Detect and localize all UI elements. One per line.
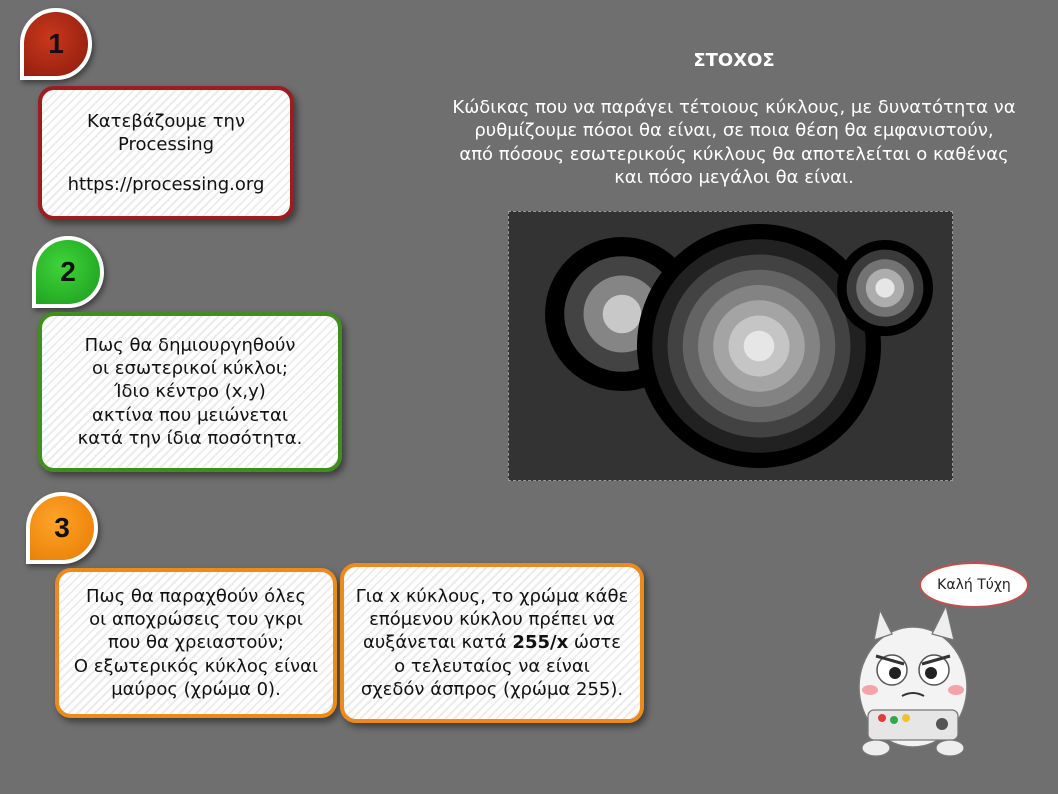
step-3b-text: ώστε (568, 632, 621, 654)
step-2-line: Πως θα δημιουργηθούν (84, 334, 296, 356)
goal-line: και πόσο μεγάλοι θα είναι. (614, 167, 854, 189)
step-2-card (38, 312, 342, 472)
step-3-card-a (55, 568, 337, 718)
step-3a-line: Ο εξωτερικός κύκλος είναι (73, 655, 319, 677)
step-3-card-b (340, 563, 644, 723)
monster-mascot-icon (846, 592, 980, 762)
step-1-badge: 1 (20, 8, 92, 80)
right-circle-ring-5 (875, 278, 894, 297)
step-3a-line: οι αποχρώσεις του γκρι (89, 608, 303, 630)
step-3a-line: που θα χρειαστούν; (108, 632, 284, 654)
step-3b-line: επόμενου κύκλου πρέπει να (369, 608, 615, 630)
formula-text: 255/x (512, 632, 569, 654)
center-circle-ring-8 (744, 331, 775, 362)
circles-canvas (509, 212, 952, 480)
step-3b-line (363, 631, 621, 654)
step-3b-line: Για x κύκλους, το χρώμα κάθε (355, 585, 629, 607)
step-1-line: Κατεβάζουμε την (86, 110, 245, 132)
step-2-line: οι εσωτερικοί κύκλοι; (91, 357, 288, 379)
step-2-line: Ίδιο κέντρο (x,y) (114, 381, 266, 403)
bubble-text: Καλή Τύχη (937, 577, 1011, 593)
goal-line: από πόσους εσωτερικούς κύκλους θα αποτελείται ο καθένας (459, 143, 1009, 165)
step-2-line: ακτίνα που μειώνεται (92, 404, 288, 426)
goal-title: ΣΤΟΧΟΣ (693, 50, 775, 71)
goal-description (424, 96, 1044, 190)
step-3b-line: ο τελευταίος να είναι (394, 655, 590, 677)
step-1-line: Processing (117, 134, 215, 156)
step-3b-line: σχεδόν άσπρος (χρώμα 255). (360, 679, 624, 701)
goal-line: Κώδικας που να παράγει τέτοιους κύκλους, με δυνατότητα να (452, 97, 1016, 118)
step-2-badge: 2 (32, 236, 104, 308)
step-1-card (38, 86, 294, 220)
circles-preview (508, 211, 953, 481)
goal-line: ρυθμίζουμε πόσοι θα είναι, σε ποια θέση θα εμφανιστούν, (474, 120, 994, 142)
step-3b-text: αυξάνεται κατά (363, 632, 513, 654)
left-circle-ring-4 (603, 295, 642, 334)
step-2-line: κατά την ίδια ποσότητα. (77, 428, 303, 450)
processing-link[interactable]: https://processing.org (67, 173, 265, 195)
step-3a-line: Πως θα παραχθούν όλες (85, 585, 307, 607)
step-3-badge: 3 (26, 492, 98, 564)
step-3a-line: μαύρος (χρώμα 0). (111, 679, 281, 701)
